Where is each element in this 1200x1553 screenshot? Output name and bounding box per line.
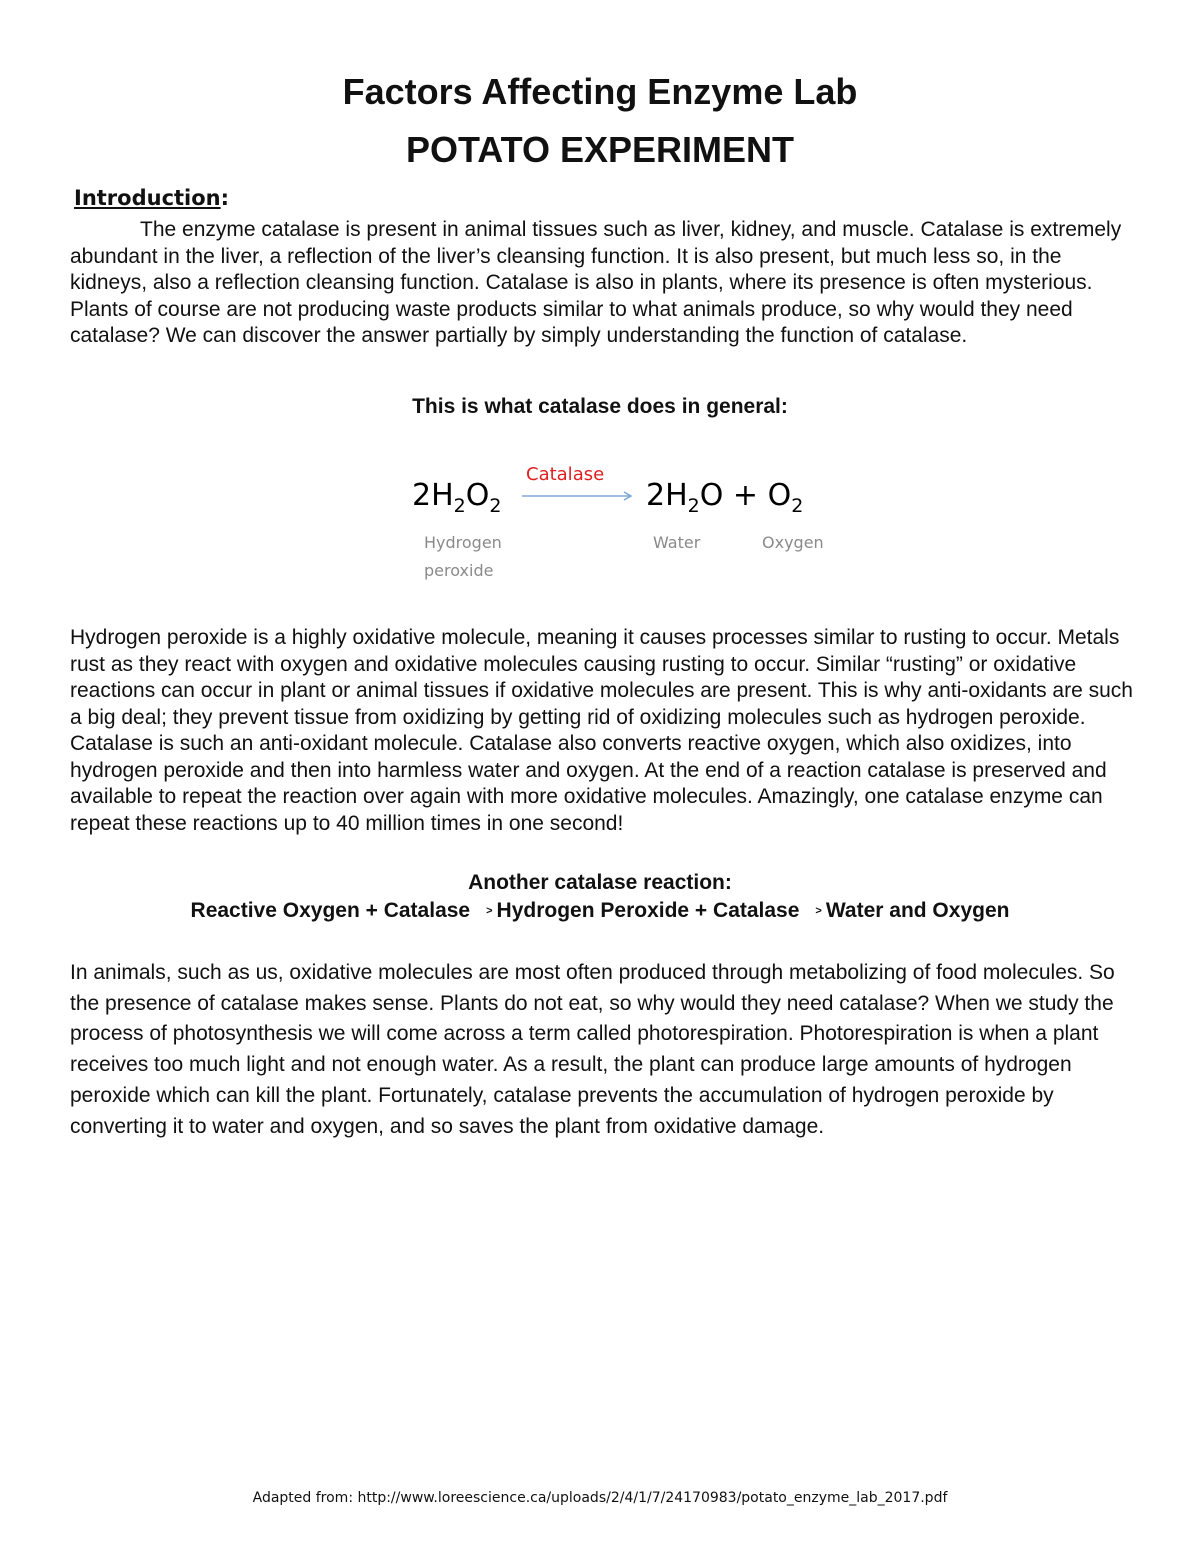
introduction-heading-text: Introduction xyxy=(74,186,221,210)
reaction2-part3: Water and Oxygen xyxy=(825,899,1010,922)
source-footer: Adapted from: http://www.loreescience.ca/uploads/2/4/1/7/24170983/potato_enzyme_lab_2017.pdf xyxy=(252,1490,948,1506)
label-water: Water xyxy=(653,533,701,552)
introduction-paragraph: The enzyme catalase is present in animal tissues such as liver, kidney, and muscle. Catalase is extremely abundant in the liver, a reflection of the liver’s cleansing function. It is also present, but much less so, in the kidneys, also a reflection cleansing function. Catalase is also in plants, where its presence is often mysterious. Plants of course are not producing waste products similar to what animals produce, so why would they need catalase? We can discover the answer partially by simply understanding the function of catalase. xyxy=(70,218,1122,347)
introduction-heading-colon: : xyxy=(220,186,230,210)
products-formula: $2H_2O + O_2$ xyxy=(646,478,804,517)
introduction-heading xyxy=(74,186,229,210)
reaction-arrow-icon xyxy=(520,489,636,503)
reaction2-part2: Hydrogen Peroxide + Catalase xyxy=(496,899,800,922)
label-hydrogen: Hydrogen xyxy=(424,533,502,552)
catalase-label: Catalase xyxy=(526,464,605,485)
another-reaction-heading: Another catalase reaction: xyxy=(468,871,732,894)
label-peroxide: peroxide xyxy=(424,561,494,580)
hydrogen-peroxide-paragraph: Hydrogen peroxide is a highly oxidative molecule, meaning it causes processes similar to rusting to occur. Metals rust as they react with oxygen and oxidative molecules causing rusting to occur. Similar “rusting” or oxidative reactions can occur in plant or animal tissues if oxidative molecules are present. This is why anti-oxidants are such a big deal; they prevent tissue from oxidizing by getting rid of oxidizing molecules such as hydrogen peroxide. Catalase is such an anti-oxidant molecule. Catalase also converts reactive oxygen, which also oxidizes, into hydrogen peroxide and then into harmless water and oxygen. At the end of a reaction catalase is preserved and available to repeat the reaction over again with more oxidative molecules. Amazingly, one catalase enzyme can repeat these reactions up to 40 million times in one second! xyxy=(70,626,1133,835)
page-title: Factors Affecting Enzyme Lab xyxy=(342,71,858,112)
hydrogen-peroxide-formula: $2H_2O_2$ xyxy=(412,478,502,517)
arrow-icon: > xyxy=(486,905,493,918)
reaction2-part1: Reactive Oxygen + Catalase xyxy=(190,899,471,922)
general-reaction-heading: This is what catalase does in general: xyxy=(412,395,788,418)
label-oxygen: Oxygen xyxy=(762,533,824,552)
page-subtitle: POTATO EXPERIMENT xyxy=(405,129,795,170)
plants-paragraph: In animals, such as us, oxidative molecules are most often produced through metabolizing of food molecules. So the presence of catalase makes sense. Plants do not eat, so why would they need catalase? When we study the process of photosynthesis we will come across a term called photorespiration. Photorespiration is when a plant receives too much light and not enough water. As a result, the plant can produce large amounts of hydrogen peroxide which can kill the plant. Fortunately, catalase prevents the accumulation of hydrogen peroxide by converting it to water and oxygen, and so saves the plant from oxidative damage. xyxy=(70,961,1115,1138)
arrow-icon: > xyxy=(815,905,822,918)
another-reaction-equation xyxy=(0,897,1200,925)
